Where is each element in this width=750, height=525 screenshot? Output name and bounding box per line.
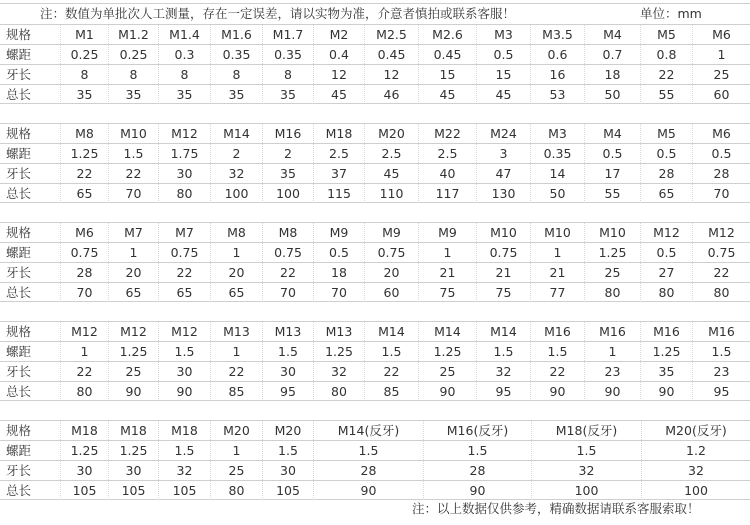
table-cell: 20: [108, 263, 158, 282]
thread-length-row: [0, 262, 750, 282]
thread-length-row: [0, 460, 750, 480]
table-cell: 2.5: [418, 144, 476, 163]
table-cell: 1: [60, 342, 108, 361]
table-cell: M20: [262, 421, 313, 440]
table-cell: M6: [692, 25, 750, 44]
table-cell: 12: [313, 65, 364, 84]
table-cell: 30: [262, 461, 313, 480]
table-cell: 0.45: [418, 45, 476, 64]
pitch-row: [0, 143, 750, 163]
row-label: 规格: [6, 225, 32, 240]
table-cell: M9: [418, 223, 476, 242]
table-cell: 130: [476, 184, 530, 203]
table-cell: 1.5: [364, 342, 418, 361]
table-cell: 85: [364, 382, 418, 401]
table-cell: 70: [60, 283, 108, 302]
table-cell: 17: [584, 164, 640, 183]
table-cell: M18(反牙): [531, 421, 641, 440]
table-cell: 1.5: [158, 342, 210, 361]
table-cell: 1.5: [476, 342, 530, 361]
row-label: 总长: [6, 186, 32, 201]
table-cell: 20: [210, 263, 262, 282]
table-cell: 0.5: [313, 243, 364, 262]
table-cell: M14: [364, 322, 418, 341]
table-cell: 22: [530, 362, 584, 381]
table-cell: 28: [640, 164, 692, 183]
table-cell: 40: [418, 164, 476, 183]
table-cell: 47: [476, 164, 530, 183]
row-label: 螺距: [6, 443, 32, 458]
table-cell: 105: [60, 481, 108, 500]
table-cell: 30: [60, 461, 108, 480]
row-label: 螺距: [6, 245, 32, 260]
table-cell: 25: [584, 263, 640, 282]
table-cell: 1.75: [158, 144, 210, 163]
spec-row: [0, 123, 750, 143]
table-cell: 32: [313, 362, 364, 381]
table-cell: M5: [640, 25, 692, 44]
table-cell: 80: [584, 283, 640, 302]
table-cell: 0.8: [640, 45, 692, 64]
row-label: 螺距: [6, 344, 32, 359]
table-cell: 1: [210, 342, 262, 361]
table-cell: M10: [584, 223, 640, 242]
table-cell: 22: [108, 164, 158, 183]
table-cell: M14: [418, 322, 476, 341]
table-cell: 1.5: [262, 441, 313, 460]
spec-row: [0, 420, 750, 440]
table-cell: 15: [476, 65, 530, 84]
table-cell: 28: [60, 263, 108, 282]
table-cell: M16: [692, 322, 750, 341]
total-length-row: [0, 183, 750, 203]
table-cell: 95: [692, 382, 750, 401]
row-label: 规格: [6, 126, 32, 141]
table-cell: 1: [692, 45, 750, 64]
table-cell: M8: [262, 223, 313, 242]
table-cell: 45: [476, 85, 530, 104]
table-cell: 30: [158, 164, 210, 183]
table-cell: 2.5: [364, 144, 418, 163]
table-cell: 65: [210, 283, 262, 302]
table-cell: 60: [364, 283, 418, 302]
table-cell: M18: [60, 421, 108, 440]
table-cell: 32: [210, 164, 262, 183]
pitch-row: [0, 440, 750, 460]
table-cell: M12: [108, 322, 158, 341]
thread-length-row: [0, 64, 750, 84]
table-cell: 60: [692, 85, 750, 104]
table-cell: 85: [210, 382, 262, 401]
table-cell: 45: [313, 85, 364, 104]
table-cell: 0.25: [108, 45, 158, 64]
table-cell: M3.5: [530, 25, 584, 44]
table-cell: M3: [530, 124, 584, 143]
table-cell: 70: [108, 184, 158, 203]
row-label: 总长: [6, 285, 32, 300]
pitch-row: [0, 341, 750, 361]
table-cell: M1.4: [158, 25, 210, 44]
table-cell: 2: [262, 144, 313, 163]
spec-row: [0, 24, 750, 44]
table-cell: 1.25: [108, 441, 158, 460]
table-cell: 21: [476, 263, 530, 282]
table-cell: 90: [313, 481, 423, 500]
table-cell: 8: [210, 65, 262, 84]
table-cell: 0.25: [60, 45, 108, 64]
table-cell: 0.75: [158, 243, 210, 262]
header-note: 注：数值为单批次人工测量，存在一定误差，请以实物为准，介意者慎拍或联系客服！: [40, 6, 516, 21]
table-cell: 0.35: [210, 45, 262, 64]
table-cell: 1.5: [531, 441, 641, 460]
table-cell: 8: [60, 65, 108, 84]
table-cell: 80: [210, 481, 262, 500]
table-cell: 2.5: [313, 144, 364, 163]
table-cell: 80: [640, 283, 692, 302]
table-cell: M18: [108, 421, 158, 440]
table-cell: 70: [692, 184, 750, 203]
table-cell: 77: [530, 283, 584, 302]
table-cell: 0.35: [262, 45, 313, 64]
table-cell: 90: [423, 481, 531, 500]
table-cell: 1: [418, 243, 476, 262]
table-cell: 50: [530, 184, 584, 203]
table-cell: 37: [313, 164, 364, 183]
table-cell: M5: [640, 124, 692, 143]
table-cell: 1.5: [423, 441, 531, 460]
table-cell: M14: [476, 322, 530, 341]
table-cell: 32: [531, 461, 641, 480]
table-cell: 35: [108, 85, 158, 104]
table-cell: M16: [530, 322, 584, 341]
row-label: 牙长: [6, 166, 32, 181]
row-label: 规格: [6, 324, 32, 339]
table-cell: M1: [60, 25, 108, 44]
table-cell: 1: [210, 441, 262, 460]
table-cell: M2: [313, 25, 364, 44]
row-label: 规格: [6, 27, 32, 42]
table-cell: M10: [530, 223, 584, 242]
table-cell: M22: [418, 124, 476, 143]
table-cell: 100: [262, 184, 313, 203]
table-cell: 3: [476, 144, 530, 163]
row-label: 牙长: [6, 463, 32, 478]
table-cell: 22: [60, 362, 108, 381]
table-cell: 30: [158, 362, 210, 381]
table-cell: 65: [108, 283, 158, 302]
table-cell: 0.45: [364, 45, 418, 64]
table-cell: M6: [60, 223, 108, 242]
table-cell: M14(反牙): [313, 421, 423, 440]
table-cell: 65: [640, 184, 692, 203]
table-cell: 1: [584, 342, 640, 361]
table-cell: 0.75: [262, 243, 313, 262]
table-cell: 8: [108, 65, 158, 84]
total-length-row: [0, 381, 750, 401]
table-cell: 0.7: [584, 45, 640, 64]
table-cell: 46: [364, 85, 418, 104]
table-cell: M4: [584, 124, 640, 143]
table-cell: 1.5: [530, 342, 584, 361]
table-cell: 30: [108, 461, 158, 480]
table-cell: 65: [158, 283, 210, 302]
table-cell: 110: [364, 184, 418, 203]
table-cell: 105: [158, 481, 210, 500]
table-cell: M12: [60, 322, 108, 341]
footer-note: 注：以上数据仅供参考，精确数据请联系客服索取！: [412, 501, 700, 516]
table-cell: M16: [640, 322, 692, 341]
table-cell: 115: [313, 184, 364, 203]
table-cell: M16: [262, 124, 313, 143]
table-cell: 1.5: [262, 342, 313, 361]
table-cell: 50: [584, 85, 640, 104]
table-cell: 35: [60, 85, 108, 104]
table-cell: 1.25: [60, 144, 108, 163]
table-cell: 25: [108, 362, 158, 381]
table-cell: 22: [158, 263, 210, 282]
row-label: 规格: [6, 423, 32, 438]
table-cell: 0.5: [476, 45, 530, 64]
table-cell: 1: [530, 243, 584, 262]
spec-row: [0, 222, 750, 242]
table-cell: 55: [584, 184, 640, 203]
table-cell: 22: [364, 362, 418, 381]
table-cell: M12: [158, 322, 210, 341]
table-cell: M13: [262, 322, 313, 341]
table-cell: 1.25: [313, 342, 364, 361]
table-cell: 95: [262, 382, 313, 401]
table-cell: 35: [262, 85, 313, 104]
table-cell: 0.6: [530, 45, 584, 64]
table-cell: M7: [108, 223, 158, 242]
total-length-row: [0, 84, 750, 104]
table-cell: 8: [262, 65, 313, 84]
table-cell: 1.25: [60, 441, 108, 460]
table-cell: 53: [530, 85, 584, 104]
table-cell: 80: [313, 382, 364, 401]
table-cell: M4: [584, 25, 640, 44]
table-cell: 18: [584, 65, 640, 84]
table-cell: M2.5: [364, 25, 418, 44]
table-cell: M13: [313, 322, 364, 341]
table-cell: 90: [418, 382, 476, 401]
row-label: 螺距: [6, 146, 32, 161]
table-cell: 80: [60, 382, 108, 401]
table-cell: 65: [60, 184, 108, 203]
row-label: 总长: [6, 483, 32, 498]
table-cell: M20: [210, 421, 262, 440]
row-label: 牙长: [6, 265, 32, 280]
table-cell: 90: [530, 382, 584, 401]
thread-length-row: [0, 163, 750, 183]
table-cell: 100: [531, 481, 641, 500]
table-cell: 32: [641, 461, 750, 480]
table-cell: M9: [364, 223, 418, 242]
table-cell: 22: [60, 164, 108, 183]
table-cell: 21: [530, 263, 584, 282]
table-cell: 0.5: [692, 144, 750, 163]
table-cell: M16(反牙): [423, 421, 531, 440]
table-cell: 0.5: [640, 144, 692, 163]
pitch-row: [0, 44, 750, 64]
spec-row: [0, 321, 750, 341]
table-cell: 25: [210, 461, 262, 480]
table-cell: 22: [210, 362, 262, 381]
table-cell: 0.4: [313, 45, 364, 64]
table-cell: 90: [584, 382, 640, 401]
table-cell: 12: [364, 65, 418, 84]
table-cell: 32: [476, 362, 530, 381]
table-cell: 45: [418, 85, 476, 104]
pitch-row: [0, 242, 750, 262]
table-cell: 70: [313, 283, 364, 302]
table-cell: 0.75: [60, 243, 108, 262]
table-cell: 70: [262, 283, 313, 302]
row-label: 牙长: [6, 67, 32, 82]
table-cell: 15: [418, 65, 476, 84]
total-length-row: [0, 282, 750, 302]
table-cell: 0.3: [158, 45, 210, 64]
table-cell: 95: [476, 382, 530, 401]
table-cell: 28: [313, 461, 423, 480]
table-cell: M12: [640, 223, 692, 242]
header-row: [0, 3, 750, 23]
table-cell: 35: [262, 164, 313, 183]
table-cell: 35: [210, 85, 262, 104]
table-cell: 1.5: [692, 342, 750, 361]
row-label: 牙长: [6, 364, 32, 379]
table-cell: 45: [364, 164, 418, 183]
table-cell: 0.75: [364, 243, 418, 262]
table-cell: M13: [210, 322, 262, 341]
table-cell: 75: [418, 283, 476, 302]
table-cell: M18: [158, 421, 210, 440]
row-label: 螺距: [6, 47, 32, 62]
table-cell: 22: [262, 263, 313, 282]
table-cell: M24: [476, 124, 530, 143]
table-cell: 117: [418, 184, 476, 203]
table-cell: 1.2: [641, 441, 750, 460]
table-cell: 0.75: [476, 243, 530, 262]
table-cell: 75: [476, 283, 530, 302]
table-cell: 100: [210, 184, 262, 203]
table-cell: 32: [158, 461, 210, 480]
table-cell: M3: [476, 25, 530, 44]
table-cell: M6: [692, 124, 750, 143]
table-cell: 8: [158, 65, 210, 84]
table-cell: 1.25: [640, 342, 692, 361]
table-cell: 0.75: [692, 243, 750, 262]
table-cell: M10: [108, 124, 158, 143]
table-cell: 23: [584, 362, 640, 381]
table-cell: 100: [641, 481, 750, 500]
table-cell: 21: [418, 263, 476, 282]
table-cell: M8: [60, 124, 108, 143]
table-cell: M20: [364, 124, 418, 143]
table-cell: 90: [108, 382, 158, 401]
table-cell: 22: [692, 263, 750, 282]
row-label: 总长: [6, 384, 32, 399]
table-cell: 35: [158, 85, 210, 104]
table-cell: M14: [210, 124, 262, 143]
table-cell: 25: [418, 362, 476, 381]
table-cell: M12: [158, 124, 210, 143]
table-cell: 80: [158, 184, 210, 203]
table-cell: M1.6: [210, 25, 262, 44]
total-length-row: [0, 480, 750, 500]
table-cell: M18: [313, 124, 364, 143]
table-cell: 0.5: [584, 144, 640, 163]
table-cell: M2.6: [418, 25, 476, 44]
table-cell: 105: [262, 481, 313, 500]
table-cell: 1.25: [108, 342, 158, 361]
thread-length-row: [0, 361, 750, 381]
table-cell: 0.5: [640, 243, 692, 262]
table-cell: 1.5: [313, 441, 423, 460]
table-cell: 14: [530, 164, 584, 183]
table-cell: M8: [210, 223, 262, 242]
table-cell: M7: [158, 223, 210, 242]
table-cell: 0.35: [530, 144, 584, 163]
table-cell: M20(反牙): [641, 421, 750, 440]
table-cell: 1.5: [158, 441, 210, 460]
table-cell: 22: [640, 65, 692, 84]
table-cell: M12: [692, 223, 750, 242]
table-cell: 27: [640, 263, 692, 282]
table-cell: 23: [692, 362, 750, 381]
table-cell: M10: [476, 223, 530, 242]
table-cell: 1: [210, 243, 262, 262]
table-cell: 90: [640, 382, 692, 401]
table-cell: 1.5: [108, 144, 158, 163]
row-label: 总长: [6, 87, 32, 102]
table-cell: 80: [692, 283, 750, 302]
table-cell: M16: [584, 322, 640, 341]
unit-label: 单位：mm: [640, 6, 702, 21]
table-cell: 55: [640, 85, 692, 104]
table-cell: 35: [640, 362, 692, 381]
table-cell: 25: [692, 65, 750, 84]
table-cell: 105: [108, 481, 158, 500]
table-cell: 28: [692, 164, 750, 183]
table-cell: 28: [423, 461, 531, 480]
table-cell: 16: [530, 65, 584, 84]
table-cell: 20: [364, 263, 418, 282]
table-cell: 90: [158, 382, 210, 401]
table-cell: 1.25: [418, 342, 476, 361]
table-cell: M1.7: [262, 25, 313, 44]
table-cell: 1.25: [584, 243, 640, 262]
table-cell: M9: [313, 223, 364, 242]
table-cell: 30: [262, 362, 313, 381]
table-cell: 2: [210, 144, 262, 163]
table-cell: 1: [108, 243, 158, 262]
table-cell: M1.2: [108, 25, 158, 44]
table-cell: 18: [313, 263, 364, 282]
